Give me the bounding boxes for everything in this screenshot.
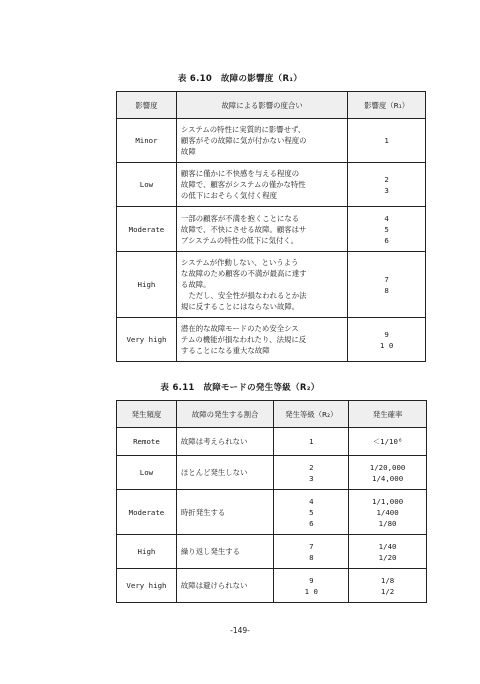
column-header-occurrence-grade: 発生等級（R₂） — [274, 401, 349, 428]
severity-score-cell: 9 1 0 — [348, 318, 426, 362]
column-header-failure-rate: 故障の発生する割合 — [176, 401, 274, 428]
frequency-cell: Very high — [117, 569, 177, 603]
failure-rate-cell: 繰り返し発生する — [176, 535, 274, 569]
table-header-row — [117, 401, 427, 428]
frequency-cell: Moderate — [117, 490, 177, 535]
severity-level-cell: Moderate — [117, 207, 177, 252]
severity-score-cell: 4 5 6 — [348, 207, 426, 252]
probability-cell: 1/1,000 1/400 1/80 — [349, 490, 427, 535]
table-row — [117, 318, 426, 362]
table-row — [117, 569, 427, 603]
table-row — [117, 252, 426, 318]
page-number: -149- — [230, 626, 250, 635]
table-row — [117, 428, 427, 456]
table-row — [117, 535, 427, 569]
impact-description-cell: 一部の顧客が不満を抱くことになる 故障で、不快にさせる故障。顧客はサ ブシステムの特性の低下に気付く。 — [176, 207, 347, 252]
table-header-row — [117, 92, 426, 119]
column-header-frequency: 発生頻度 — [117, 401, 177, 428]
probability-cell: 1/20,000 1/4,000 — [349, 456, 427, 490]
impact-description-cell: 顧客に僅かに不快感を与える程度の 故障で、顧客がシステムの僅かな特性 の低下におそらく気付く程度 — [176, 163, 347, 207]
occurrence-grade-cell: 1 — [274, 428, 349, 456]
probability-cell: 1/40 1/20 — [349, 535, 427, 569]
occurrence-grade-cell: 4 5 6 — [274, 490, 349, 535]
severity-level-cell: Low — [117, 163, 177, 207]
occurrence-table — [116, 400, 427, 603]
failure-rate-cell: 故障は避けられない — [176, 569, 274, 603]
occurrence-grade-cell: 9 1 0 — [274, 569, 349, 603]
table-6-11-caption: 表 6.11 故障モードの発生等級（R₂） — [160, 383, 320, 393]
severity-level-cell: Very high — [117, 318, 177, 362]
table-row — [117, 119, 426, 163]
impact-description-cell: システムが作動しない、というよう な故障のため顧客の不満が最高に達す る故障。 ただし、安全性が損なわれるとか法 規に反することにはならない故障。 — [176, 252, 347, 318]
severity-table — [116, 91, 426, 362]
frequency-cell: Remote — [117, 428, 177, 456]
occurrence-grade-cell: 2 3 — [274, 456, 349, 490]
probability-cell: 1/8 1/2 — [349, 569, 427, 603]
severity-score-cell: 1 — [348, 119, 426, 163]
column-header-probability: 発生確率 — [349, 401, 427, 428]
failure-rate-cell: 時折発生する — [176, 490, 274, 535]
severity-score-cell: 2 3 — [348, 163, 426, 207]
impact-description-cell: 潜在的な故障モードのため安全シス テムの機能が損なわれたり、法規に反 することになる重大な故障 — [176, 318, 347, 362]
table-row — [117, 456, 427, 490]
occurrence-grade-cell: 7 8 — [274, 535, 349, 569]
failure-rate-cell: 故障は考えられない — [176, 428, 274, 456]
severity-level-cell: Minor — [117, 119, 177, 163]
table-row — [117, 207, 426, 252]
severity-level-cell: High — [117, 252, 177, 318]
probability-cell: ＜1/10⁶ — [349, 428, 427, 456]
frequency-cell: Low — [117, 456, 177, 490]
table-6-10-caption: 表 6.10 故障の影響度（R₁） — [177, 74, 303, 84]
impact-description-cell: システムの特性に実質的に影響せず、 顧客がその故障に気が付かない程度の 故障 — [176, 119, 347, 163]
table-row — [117, 163, 426, 207]
severity-score-cell: 7 8 — [348, 252, 426, 318]
column-header-severity-score: 影響度（R₁） — [348, 92, 426, 119]
column-header-severity: 影響度 — [117, 92, 177, 119]
failure-rate-cell: ほとんど発生しない — [176, 456, 274, 490]
table-row — [117, 490, 427, 535]
column-header-impact-degree: 故障による影響の度合い — [176, 92, 347, 119]
frequency-cell: High — [117, 535, 177, 569]
